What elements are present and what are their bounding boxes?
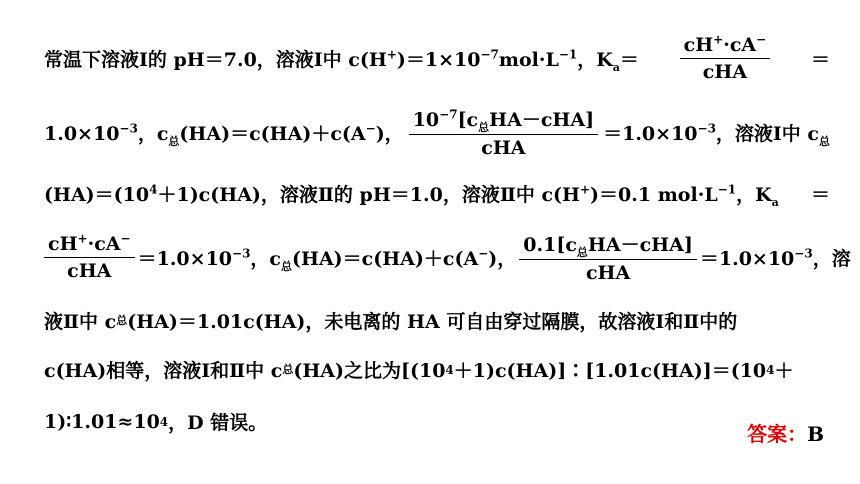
line1-segment: ＝ [619, 49, 639, 71]
equals-sign: ＝ [810, 184, 830, 206]
line4-right: $=1.0\times 10^{-3}$，溶 [699, 246, 851, 270]
text-line-1 [44, 34, 830, 83]
fraction-c-total-2 [519, 230, 697, 284]
line1-segment: ＝ [810, 49, 830, 71]
superscript: + [386, 47, 397, 62]
line2-left: $1.0\times 10^{-3}$，$c_总(HA)=c(HA)+c(A^-)$， [44, 121, 404, 148]
fraction-ka-1 [680, 34, 771, 83]
line3-text: $(HA)=(10^4+1)c(HA)$，溶液Ⅱ的 pH＝1.0，溶液Ⅱ中 c(H+)＝0.1 $mol\cdot L^{-1}$，$K_a$ [44, 182, 779, 209]
subscript: a [612, 60, 620, 74]
answer-block [747, 418, 824, 447]
line1-segment: ，K [577, 49, 613, 71]
text-line-2 [44, 105, 830, 159]
text-line-3 [44, 180, 830, 207]
text-line-6: c(HA)相等，溶液Ⅰ和Ⅱ中 c 总 (HA)之比为[(10 4 ＋1)c(HA)]∶[1.01c(HA)]＝(10 4 ＋ [44, 360, 794, 382]
fraction-c-total-1 [409, 105, 598, 159]
fraction-ka-2 [44, 233, 135, 282]
text-line-5: 液Ⅱ中 c 总 (HA)＝1.01c(HA)，未电离的 HA 可自由穿过隔膜，故溶液Ⅰ和Ⅱ中的 [44, 311, 738, 333]
superscript: −1 [558, 47, 578, 62]
answer-label: 答案： [747, 422, 808, 446]
line1-segment: mol·L [498, 49, 559, 71]
line1-segment: 常温下溶液Ⅰ的 pH＝7.0，溶液Ⅰ中 c(H [44, 49, 387, 71]
superscript: −7 [480, 47, 499, 62]
fraction-denominator: cHA [585, 262, 631, 284]
fraction-numerator: $0.1[c_总HA-cHA]$ [519, 230, 697, 260]
fraction-numerator: cH+·cA− [680, 34, 771, 59]
fraction-denominator: cHA [702, 61, 748, 83]
line4-middle: $=1.0\times 10^{-3}$，$c_总(HA)=c(HA)+c(A^-)$， [137, 246, 517, 273]
fraction-numerator: $10^{-7}[c_总HA-cHA]$ [409, 105, 598, 135]
line1-text [44, 45, 639, 72]
fraction-denominator: cHA [481, 137, 526, 159]
answer-value: B [807, 422, 824, 446]
text-line-4 [44, 230, 851, 284]
fraction-numerator: cH+·cA− [44, 233, 135, 258]
line1-segment: )＝1×10 [396, 49, 481, 71]
text-line-7: 1)∶1.01≈10 4 ，D 错误。 [44, 410, 268, 434]
fraction-denominator: cHA [67, 259, 112, 282]
line2-right: $=1.0\times 10^{-3}$，溶液Ⅰ中 $c_总$ [603, 121, 830, 148]
